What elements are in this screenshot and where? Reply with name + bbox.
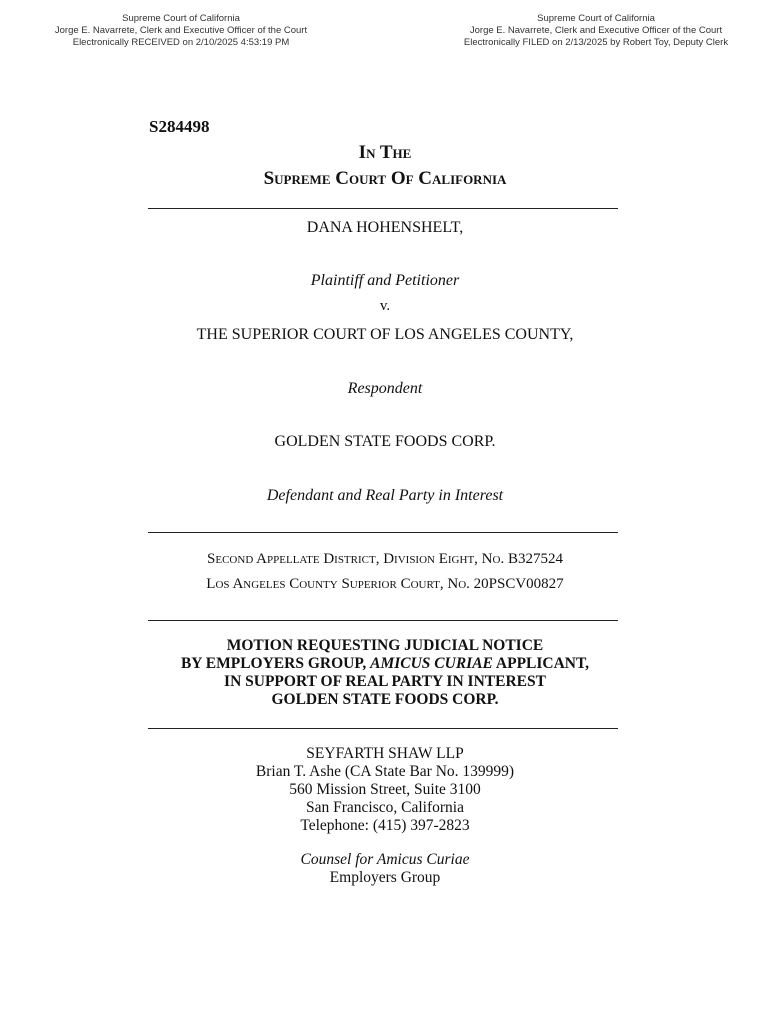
court-title-line2: Supreme Court Of California [263,168,507,189]
counsel-client: Employers Group [329,869,441,886]
versus: v. [379,298,391,314]
motion-title-line3: IN SUPPORT OF REAL PARTY IN INTEREST [224,673,546,690]
counsel-address-street: 560 Mission Street, Suite 3100 [289,781,481,798]
filed-stamp-clerk: Jorge E. Navarrete, Clerk and Executive Officer of the Court [469,25,723,36]
real-party-name: GOLDEN STATE FOODS CORP. [274,433,496,450]
counsel-firm: SEYFARTH SHAW LLP [306,745,464,762]
respondent-role: Respondent [347,380,423,397]
received-stamp-date: Electronically RECEIVED on 2/10/2025 4:53:19 PM [72,37,290,48]
respondent-name: THE SUPERIOR COURT OF LOS ANGELES COUNTY, [196,326,574,343]
motion-title-line2 [0,655,770,673]
appellate-court-line: Second Appellate District, Division Eight, No. B327524 [207,551,563,567]
motion-title-line2-pre: BY EMPLOYERS GROUP, [180,655,371,672]
received-stamp-clerk: Jorge E. Navarrete, Clerk and Executive Officer of the Court [54,25,308,36]
counsel-attorney: Brian T. Ashe (CA State Bar No. 139999) [255,763,515,780]
motion-title-line2-post: APPLICANT, [492,655,590,672]
superior-court-line: Los Angeles County Superior Court, No. 20PSCV00827 [206,576,564,592]
counsel-role: Counsel for Amicus Curiae [300,851,470,868]
court-title-line1: In The [358,142,412,163]
divider-1 [148,208,618,209]
filed-stamp-court: Supreme Court of California [537,13,655,24]
filed-stamp [451,13,741,49]
counsel-telephone: Telephone: (415) 397-2823 [300,817,470,834]
motion-title-line4: GOLDEN STATE FOODS CORP. [271,691,499,708]
received-stamp-court: Supreme Court of California [122,13,240,24]
plaintiff-name: DANA HOHENSHELT, [306,219,464,236]
divider-2 [148,532,618,533]
divider-3 [148,620,618,621]
filed-stamp-date: Electronically FILED on 2/13/2025 by Robert Toy, Deputy Clerk [463,37,729,48]
case-number: S284498 [149,117,210,136]
plaintiff-role: Plaintiff and Petitioner [310,272,460,289]
counsel-address-city: San Francisco, California [306,799,464,816]
received-stamp [40,13,322,49]
divider-4 [148,728,618,729]
real-party-role: Defendant and Real Party in Interest [266,487,504,504]
motion-title-line1: MOTION REQUESTING JUDICIAL NOTICE [226,637,544,654]
amicus-curiae-emphasis: AMICUS CURIAE [370,655,493,672]
